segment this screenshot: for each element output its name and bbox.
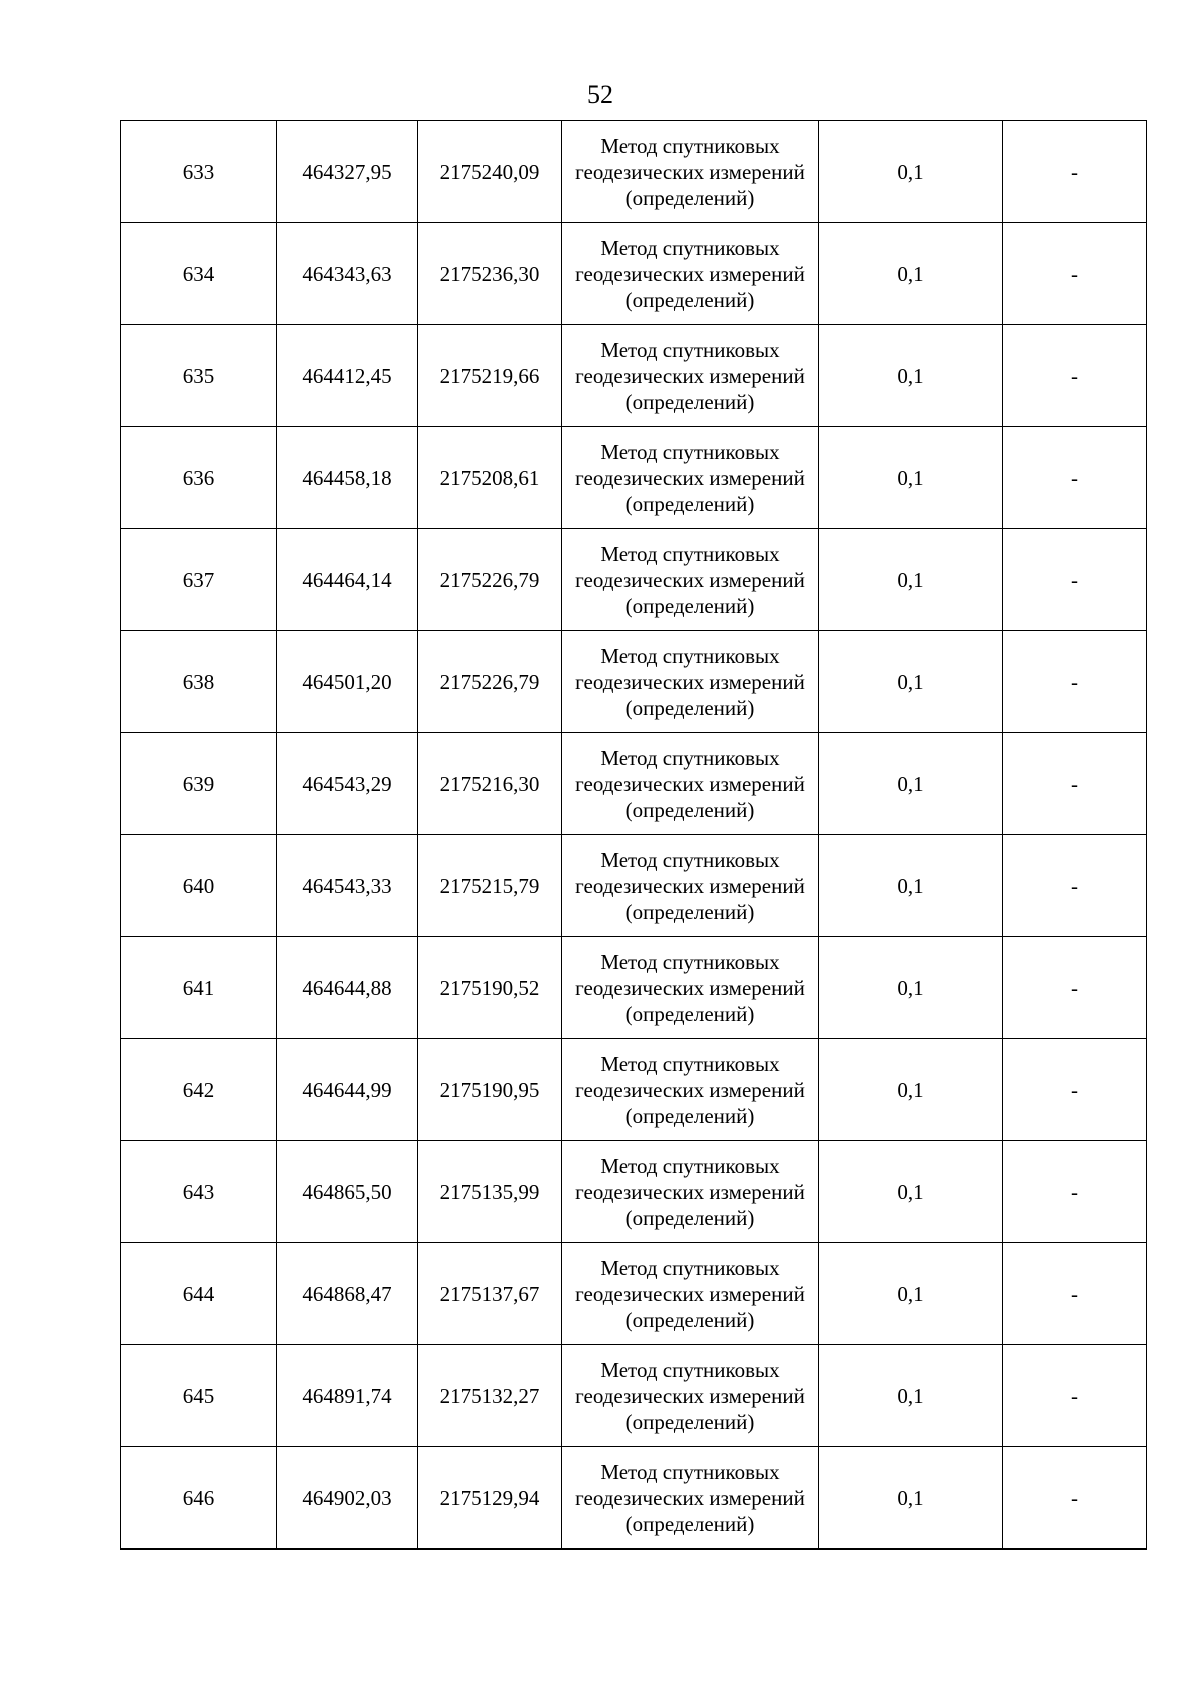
table-row <box>121 631 1147 733</box>
method-cell <box>562 1141 819 1243</box>
accuracy-cell: 0,1 <box>819 1447 1003 1550</box>
note-cell: - <box>1003 1039 1147 1141</box>
y-coordinate-cell: 2175132,27 <box>418 1345 562 1447</box>
accuracy-cell: 0,1 <box>819 631 1003 733</box>
table-row <box>121 937 1147 1039</box>
y-coordinate-cell: 2175216,30 <box>418 733 562 835</box>
method-line: (определений) <box>625 593 755 618</box>
y-coordinate-cell: 2175226,79 <box>418 631 562 733</box>
y-coordinate-cell: 2175135,99 <box>418 1141 562 1243</box>
note-cell: - <box>1003 631 1147 733</box>
page-number: 52 <box>587 80 613 109</box>
method-line: геодезических измерений <box>575 363 805 388</box>
x-coordinate-cell: 464644,99 <box>277 1039 418 1141</box>
y-coordinate-cell: 2175236,30 <box>418 223 562 325</box>
accuracy-cell: 0,1 <box>819 1345 1003 1447</box>
x-coordinate-cell: 464891,74 <box>277 1345 418 1447</box>
point-number-cell: 646 <box>121 1447 277 1550</box>
point-number-cell: 641 <box>121 937 277 1039</box>
point-number-cell: 634 <box>121 223 277 325</box>
method-line: (определений) <box>625 899 755 924</box>
note-cell: - <box>1003 1447 1147 1550</box>
y-coordinate-cell: 2175190,95 <box>418 1039 562 1141</box>
table-row <box>121 1345 1147 1447</box>
method-line: геодезических измерений <box>575 669 805 694</box>
method-line: (определений) <box>625 287 755 312</box>
y-coordinate-cell: 2175215,79 <box>418 835 562 937</box>
method-line: (определений) <box>625 1409 755 1434</box>
table-row <box>121 121 1147 223</box>
x-coordinate-cell: 464865,50 <box>277 1141 418 1243</box>
x-coordinate-cell: 464902,03 <box>277 1447 418 1550</box>
y-coordinate-cell: 2175137,67 <box>418 1243 562 1345</box>
method-cell <box>562 1243 819 1345</box>
method-line: геодезических измерений <box>575 1179 805 1204</box>
table-row <box>121 325 1147 427</box>
method-cell <box>562 937 819 1039</box>
y-coordinate-cell: 2175240,09 <box>418 121 562 223</box>
table-row <box>121 223 1147 325</box>
x-coordinate-cell: 464543,29 <box>277 733 418 835</box>
note-cell: - <box>1003 1141 1147 1243</box>
method-line: Метод спутниковых <box>600 1459 780 1484</box>
method-line: геодезических измерений <box>575 1281 805 1306</box>
accuracy-cell: 0,1 <box>819 223 1003 325</box>
x-coordinate-cell: 464458,18 <box>277 427 418 529</box>
point-number-cell: 640 <box>121 835 277 937</box>
method-line: Метод спутниковых <box>600 847 780 872</box>
accuracy-cell: 0,1 <box>819 1141 1003 1243</box>
note-cell: - <box>1003 121 1147 223</box>
method-line: геодезических измерений <box>575 975 805 1000</box>
note-cell: - <box>1003 427 1147 529</box>
point-number-cell: 643 <box>121 1141 277 1243</box>
method-line: Метод спутниковых <box>600 949 780 974</box>
point-number-cell: 635 <box>121 325 277 427</box>
table-row <box>121 529 1147 631</box>
point-number-cell: 638 <box>121 631 277 733</box>
table-row <box>121 835 1147 937</box>
x-coordinate-cell: 464327,95 <box>277 121 418 223</box>
table-row <box>121 427 1147 529</box>
accuracy-cell: 0,1 <box>819 121 1003 223</box>
accuracy-cell: 0,1 <box>819 529 1003 631</box>
method-line: Метод спутниковых <box>600 1357 780 1382</box>
note-cell: - <box>1003 529 1147 631</box>
table-row <box>121 1447 1147 1550</box>
y-coordinate-cell: 2175190,52 <box>418 937 562 1039</box>
method-cell <box>562 223 819 325</box>
method-line: Метод спутниковых <box>600 541 780 566</box>
accuracy-cell: 0,1 <box>819 733 1003 835</box>
table-row <box>121 1039 1147 1141</box>
x-coordinate-cell: 464644,88 <box>277 937 418 1039</box>
note-cell: - <box>1003 1345 1147 1447</box>
coordinates-table <box>120 120 1147 1550</box>
point-number-cell: 637 <box>121 529 277 631</box>
y-coordinate-cell: 2175129,94 <box>418 1447 562 1550</box>
point-number-cell: 633 <box>121 121 277 223</box>
x-coordinate-cell: 464464,14 <box>277 529 418 631</box>
method-cell <box>562 529 819 631</box>
method-line: геодезических измерений <box>575 1383 805 1408</box>
method-line: (определений) <box>625 1103 755 1128</box>
method-line: Метод спутниковых <box>600 745 780 770</box>
point-number-cell: 642 <box>121 1039 277 1141</box>
method-line: Метод спутниковых <box>600 1153 780 1178</box>
method-line: Метод спутниковых <box>600 643 780 668</box>
note-cell: - <box>1003 835 1147 937</box>
coordinates-table-body <box>121 121 1147 1550</box>
accuracy-cell: 0,1 <box>819 835 1003 937</box>
note-cell: - <box>1003 223 1147 325</box>
method-line: геодезических измерений <box>575 465 805 490</box>
accuracy-cell: 0,1 <box>819 1243 1003 1345</box>
y-coordinate-cell: 2175219,66 <box>418 325 562 427</box>
method-line: (определений) <box>625 797 755 822</box>
method-line: геодезических измерений <box>575 1485 805 1510</box>
method-cell <box>562 835 819 937</box>
point-number-cell: 636 <box>121 427 277 529</box>
accuracy-cell: 0,1 <box>819 937 1003 1039</box>
method-line: (определений) <box>625 1307 755 1332</box>
method-cell <box>562 427 819 529</box>
method-line: Метод спутниковых <box>600 1051 780 1076</box>
method-line: (определений) <box>625 491 755 516</box>
method-cell <box>562 1447 819 1550</box>
y-coordinate-cell: 2175226,79 <box>418 529 562 631</box>
method-line: (определений) <box>625 389 755 414</box>
point-number-cell: 644 <box>121 1243 277 1345</box>
point-number-cell: 639 <box>121 733 277 835</box>
method-line: (определений) <box>625 1511 755 1536</box>
accuracy-cell: 0,1 <box>819 1039 1003 1141</box>
accuracy-cell: 0,1 <box>819 325 1003 427</box>
method-line: Метод спутниковых <box>600 235 780 260</box>
method-line: (определений) <box>625 695 755 720</box>
method-cell <box>562 733 819 835</box>
table-row <box>121 1243 1147 1345</box>
x-coordinate-cell: 464868,47 <box>277 1243 418 1345</box>
y-coordinate-cell: 2175208,61 <box>418 427 562 529</box>
method-line: геодезических измерений <box>575 159 805 184</box>
x-coordinate-cell: 464543,33 <box>277 835 418 937</box>
note-cell: - <box>1003 733 1147 835</box>
point-number-cell: 645 <box>121 1345 277 1447</box>
x-coordinate-cell: 464412,45 <box>277 325 418 427</box>
method-line: геодезических измерений <box>575 771 805 796</box>
method-line: геодезических измерений <box>575 873 805 898</box>
method-cell <box>562 121 819 223</box>
method-line: геодезических измерений <box>575 567 805 592</box>
x-coordinate-cell: 464343,63 <box>277 223 418 325</box>
method-cell <box>562 1345 819 1447</box>
note-cell: - <box>1003 325 1147 427</box>
table-row <box>121 1141 1147 1243</box>
method-line: (определений) <box>625 1205 755 1230</box>
method-cell <box>562 1039 819 1141</box>
method-line: (определений) <box>625 185 755 210</box>
note-cell: - <box>1003 937 1147 1039</box>
method-line: (определений) <box>625 1001 755 1026</box>
note-cell: - <box>1003 1243 1147 1345</box>
method-line: Метод спутниковых <box>600 133 780 158</box>
method-cell <box>562 325 819 427</box>
x-coordinate-cell: 464501,20 <box>277 631 418 733</box>
method-line: геодезических измерений <box>575 261 805 286</box>
method-line: Метод спутниковых <box>600 439 780 464</box>
table-row <box>121 733 1147 835</box>
method-line: Метод спутниковых <box>600 337 780 362</box>
method-cell <box>562 631 819 733</box>
accuracy-cell: 0,1 <box>819 427 1003 529</box>
method-line: геодезических измерений <box>575 1077 805 1102</box>
method-line: Метод спутниковых <box>600 1255 780 1280</box>
